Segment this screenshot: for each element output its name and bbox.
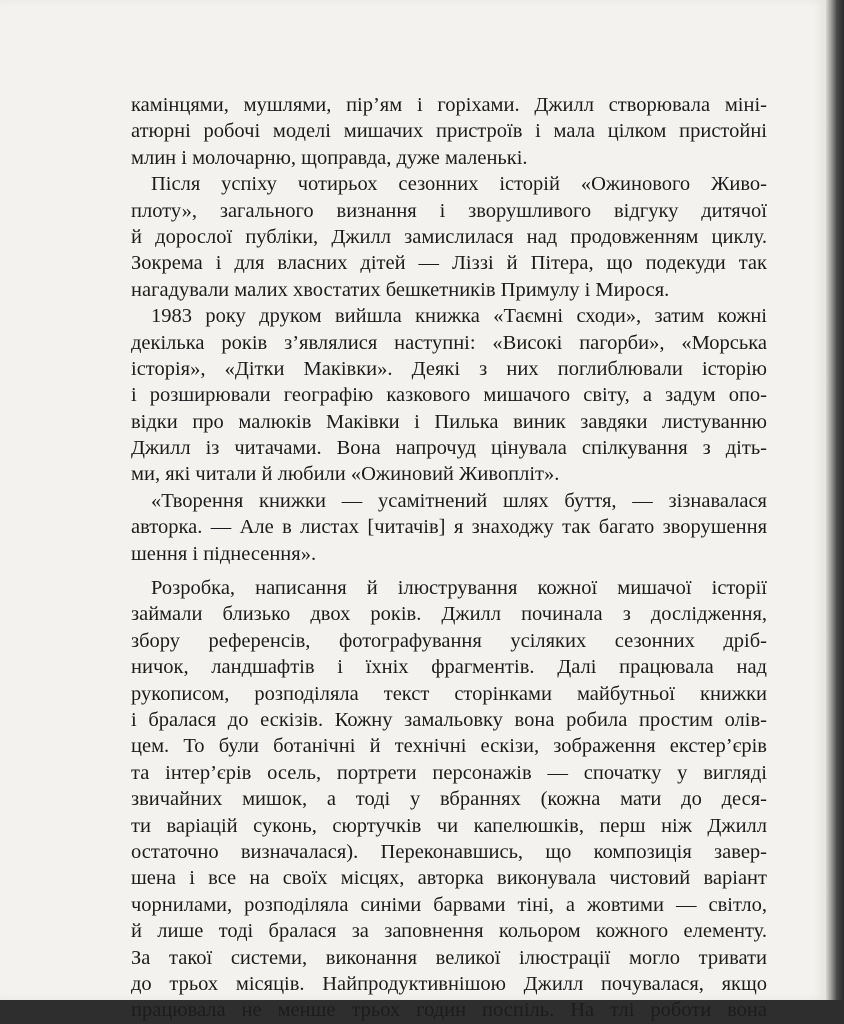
paragraph-spacer <box>131 567 767 575</box>
body-text <box>131 92 767 1024</box>
text-line: остаточно визначалася). Переконавшись, що композиція завер- <box>131 840 767 863</box>
text-line: й дорослої публіки, Джилл замислилася над продовженням циклу. <box>131 225 767 248</box>
text-line: збору референсів, фотографування усіляких сезонних дріб- <box>131 629 767 652</box>
text-line: авторка. — Але в листах [читачів] я знаходжу так багато зворушення <box>131 516 767 539</box>
text-line: нагадували малих хвостатих бешкетників Примулу і Мирося. <box>131 278 670 301</box>
text-line: рукописом, розподіляла текст сторінками майбутньої книжки <box>131 682 767 705</box>
text-line: шена і все на своїх місцях, авторка виконувала чистовий варіант <box>131 867 767 890</box>
paragraph-2 <box>131 171 767 303</box>
text-line: й лише тоді бралася за заповнення кольором кожного елементу. <box>131 920 767 943</box>
paragraph-3 <box>131 303 767 488</box>
text-line: 1983 року друком вийшла книжка «Таємні сходи», затим кожні <box>151 305 767 328</box>
text-line: Зокрема і для власних дітей — Ліззі й Пітера, що подекуди так <box>131 252 767 275</box>
text-line: до трьох місяців. Найпродуктивнішою Джилл почувалася, якщо <box>131 972 767 995</box>
text-line: плоту», загального визнання і зворушливого відгуку дитячої <box>131 199 767 222</box>
paragraph-5 <box>131 575 767 1024</box>
text-line: відки про малюків Маківки і Пилька виник завдяки листуванню <box>131 410 767 433</box>
text-line: історія», «Дітки Маківки». Деякі з них поглиблювали історію <box>131 357 767 380</box>
text-line: млин і молочарню, щоправда, дуже маленькі. <box>131 146 528 169</box>
paragraph-4 <box>131 488 767 567</box>
paragraph-1 <box>131 92 767 171</box>
text-line: займали близько двох років. Джилл починала з дослідження, <box>131 603 767 626</box>
text-line: декілька років з’являлися наступні: «Високі пагорби», «Морська <box>131 331 767 354</box>
text-line: Після успіху чотирьох сезонних історій «Ожинового Живо- <box>151 173 767 196</box>
text-line: шення і піднесення». <box>131 542 317 565</box>
text-line: атюрні робочі моделі мишачих пристроїв і мала цілком пристойні <box>131 120 767 143</box>
text-line: ти варіацій суконь, сюртучків чи капелюшків, перш ніж Джилл <box>131 814 767 837</box>
text-line: Розробка, написання й ілюстрування кожної мишачої історії <box>151 577 767 600</box>
text-line: і бралася до ескізів. Кожну замальовку вона робила простим олів- <box>131 708 767 731</box>
text-line: чорнилами, розподіляла синіми барвами тіні, а жовтими — світло, <box>131 893 767 916</box>
text-line: працювала не менше трьох годин поспіль. На тлі роботи вона <box>131 999 767 1022</box>
text-line: та інтер’єрів осель, портрети персонажів — спочатку у вигляді <box>131 761 767 784</box>
text-line: і розширювали географію казкового мишачого світу, а задум опо- <box>131 384 767 407</box>
text-line: Джилл із читачами. Вона напрочуд цінувала спілкування з діть- <box>131 437 767 460</box>
text-line: камінцями, мушлями, пір’ям і горіхами. Джилл створювала міні- <box>131 94 767 116</box>
text-line: «Творення книжки — усамітнений шлях буття, — зізнавалася <box>151 489 767 512</box>
text-line: цем. То були ботанічні й технічні ескізи, зображення екстер’єрів <box>131 735 767 758</box>
text-line: звичайних мишок, а тоді у вбраннях (кожна мати до деся- <box>131 788 767 811</box>
text-line: ми, які читали й любили «Ожиновий Живопліт». <box>131 463 560 486</box>
page-edge-shadow <box>826 0 844 1000</box>
text-line: ничок, ландшафтів і їхніх фрагментів. Далі працювала над <box>131 656 767 679</box>
text-line: За такої системи, виконання великої ілюстрації могло тривати <box>131 946 767 969</box>
